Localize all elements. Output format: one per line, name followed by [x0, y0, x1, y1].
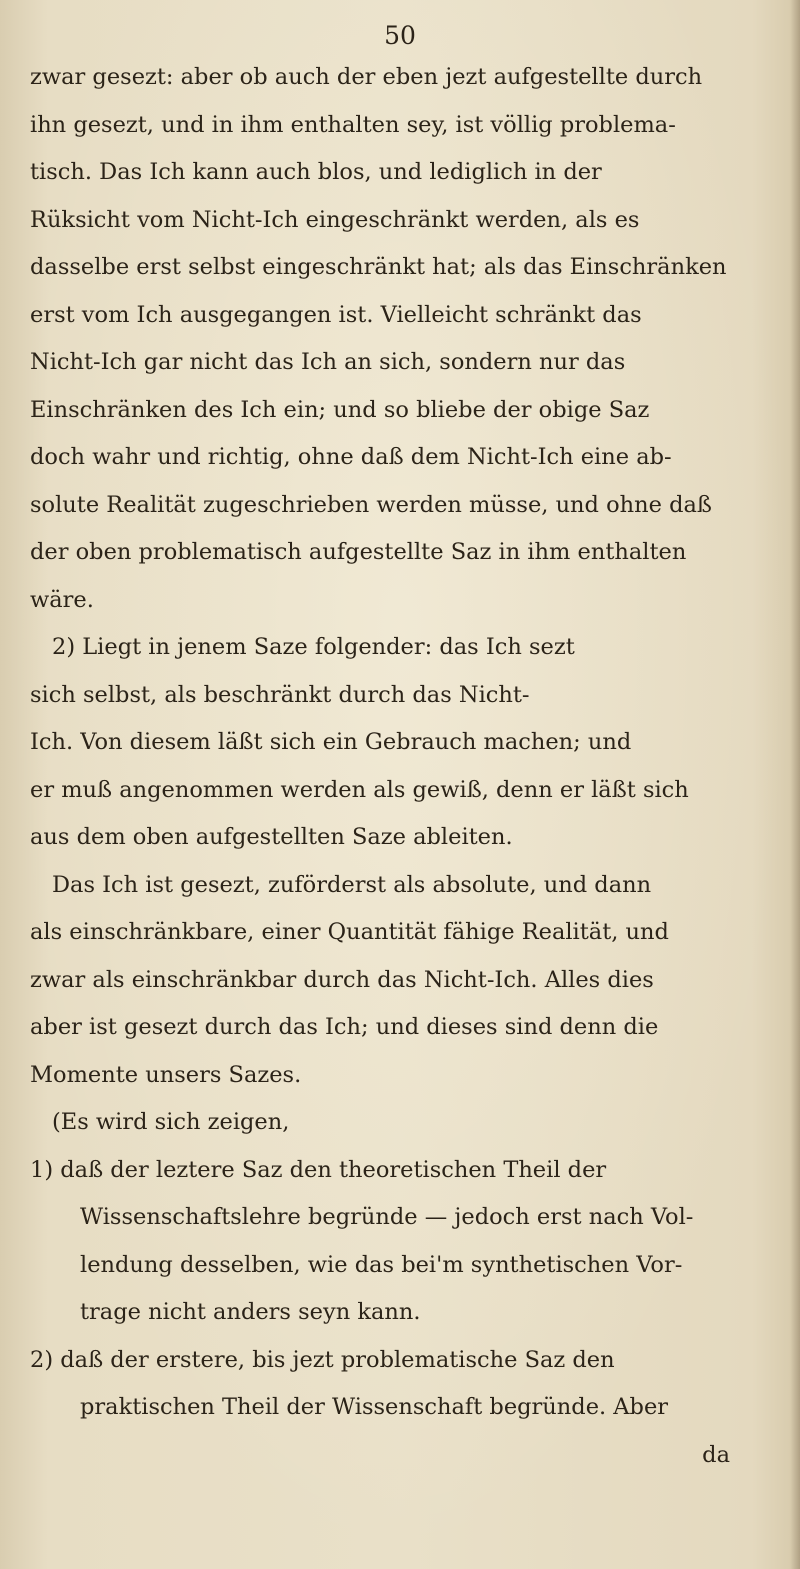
text-line: dasselbe erst selbst eingeschränkt hat; als das Einschränken: [30, 254, 727, 280]
text-line: Rüksicht vom Nicht-Ich eingeschränkt werden, als es: [30, 206, 640, 233]
page-number: 50: [384, 21, 416, 50]
text-line: Wissenschaftslehre begründe — jedoch erst nach Vol-: [80, 1204, 694, 1230]
text-line: 2) Liegt in jenem Saze folgender: das Ich sezt: [52, 634, 575, 660]
text-line: ihn gesezt, und in ihm enthalten sey, ist völlig problema-: [30, 111, 676, 138]
text-line: zwar als einschränkbar durch das Nicht-Ich. Alles dies: [30, 966, 654, 993]
text-line: der oben problematisch aufgestellte Saz in ihm enthalten: [30, 539, 687, 565]
text-line: wäre.: [30, 586, 94, 613]
body-text: [30, 54, 770, 1479]
text-line: lendung desselben, wie das bei'm synthetischen Vor-: [80, 1251, 683, 1278]
catchword: da: [702, 1441, 730, 1468]
text-line: er muß angenommen werden als gewiß, denn er läßt sich: [30, 776, 689, 803]
text-line: Momente unsers Sazes.: [30, 1061, 302, 1088]
text-line: aus dem oben aufgestellten Saze ableiten.: [30, 824, 513, 850]
text-line: doch wahr und richtig, ohne daß dem Nicht-Ich eine ab-: [30, 444, 672, 470]
text-line: tisch. Das Ich kann auch blos, und lediglich in der: [30, 159, 602, 185]
text-line: als einschränkbare, einer Quantität fähige Realität, und: [30, 919, 669, 945]
text-line: solute Realität zugeschrieben werden müsse, und ohne daß: [30, 491, 712, 518]
page-edge-shadow: [790, 0, 800, 1569]
text-line: Nicht-Ich gar nicht das Ich an sich, sondern nur das: [30, 349, 626, 375]
text-line: trage nicht anders seyn kann.: [80, 1299, 421, 1325]
text-line: Ich. Von diesem läßt sich ein Gebrauch machen; und: [30, 729, 632, 755]
text-line: aber ist gesezt durch das Ich; und dieses sind denn die: [30, 1014, 659, 1040]
text-line: 2) daß der erstere, bis jezt problematische Saz den: [30, 1346, 615, 1373]
text-line: erst vom Ich ausgegangen ist. Vielleicht schränkt das: [30, 301, 642, 328]
text-line: (Es wird sich zeigen,: [52, 1109, 290, 1135]
text-line: praktischen Theil der Wissenschaft begründe. Aber: [80, 1394, 669, 1420]
text-line: 1) daß der leztere Saz den theoretischen Theil der: [30, 1156, 607, 1183]
text-line: Das Ich ist gesezt, zuförderst als absolute, und dann: [52, 871, 652, 898]
text-line: zwar gesezt: aber ob auch der eben jezt aufgestellte durch: [30, 64, 703, 90]
text-line: Einschränken des Ich ein; und so bliebe der obige Saz: [30, 396, 650, 423]
text-line: sich selbst, als beschränkt durch das Nicht-: [30, 681, 530, 708]
